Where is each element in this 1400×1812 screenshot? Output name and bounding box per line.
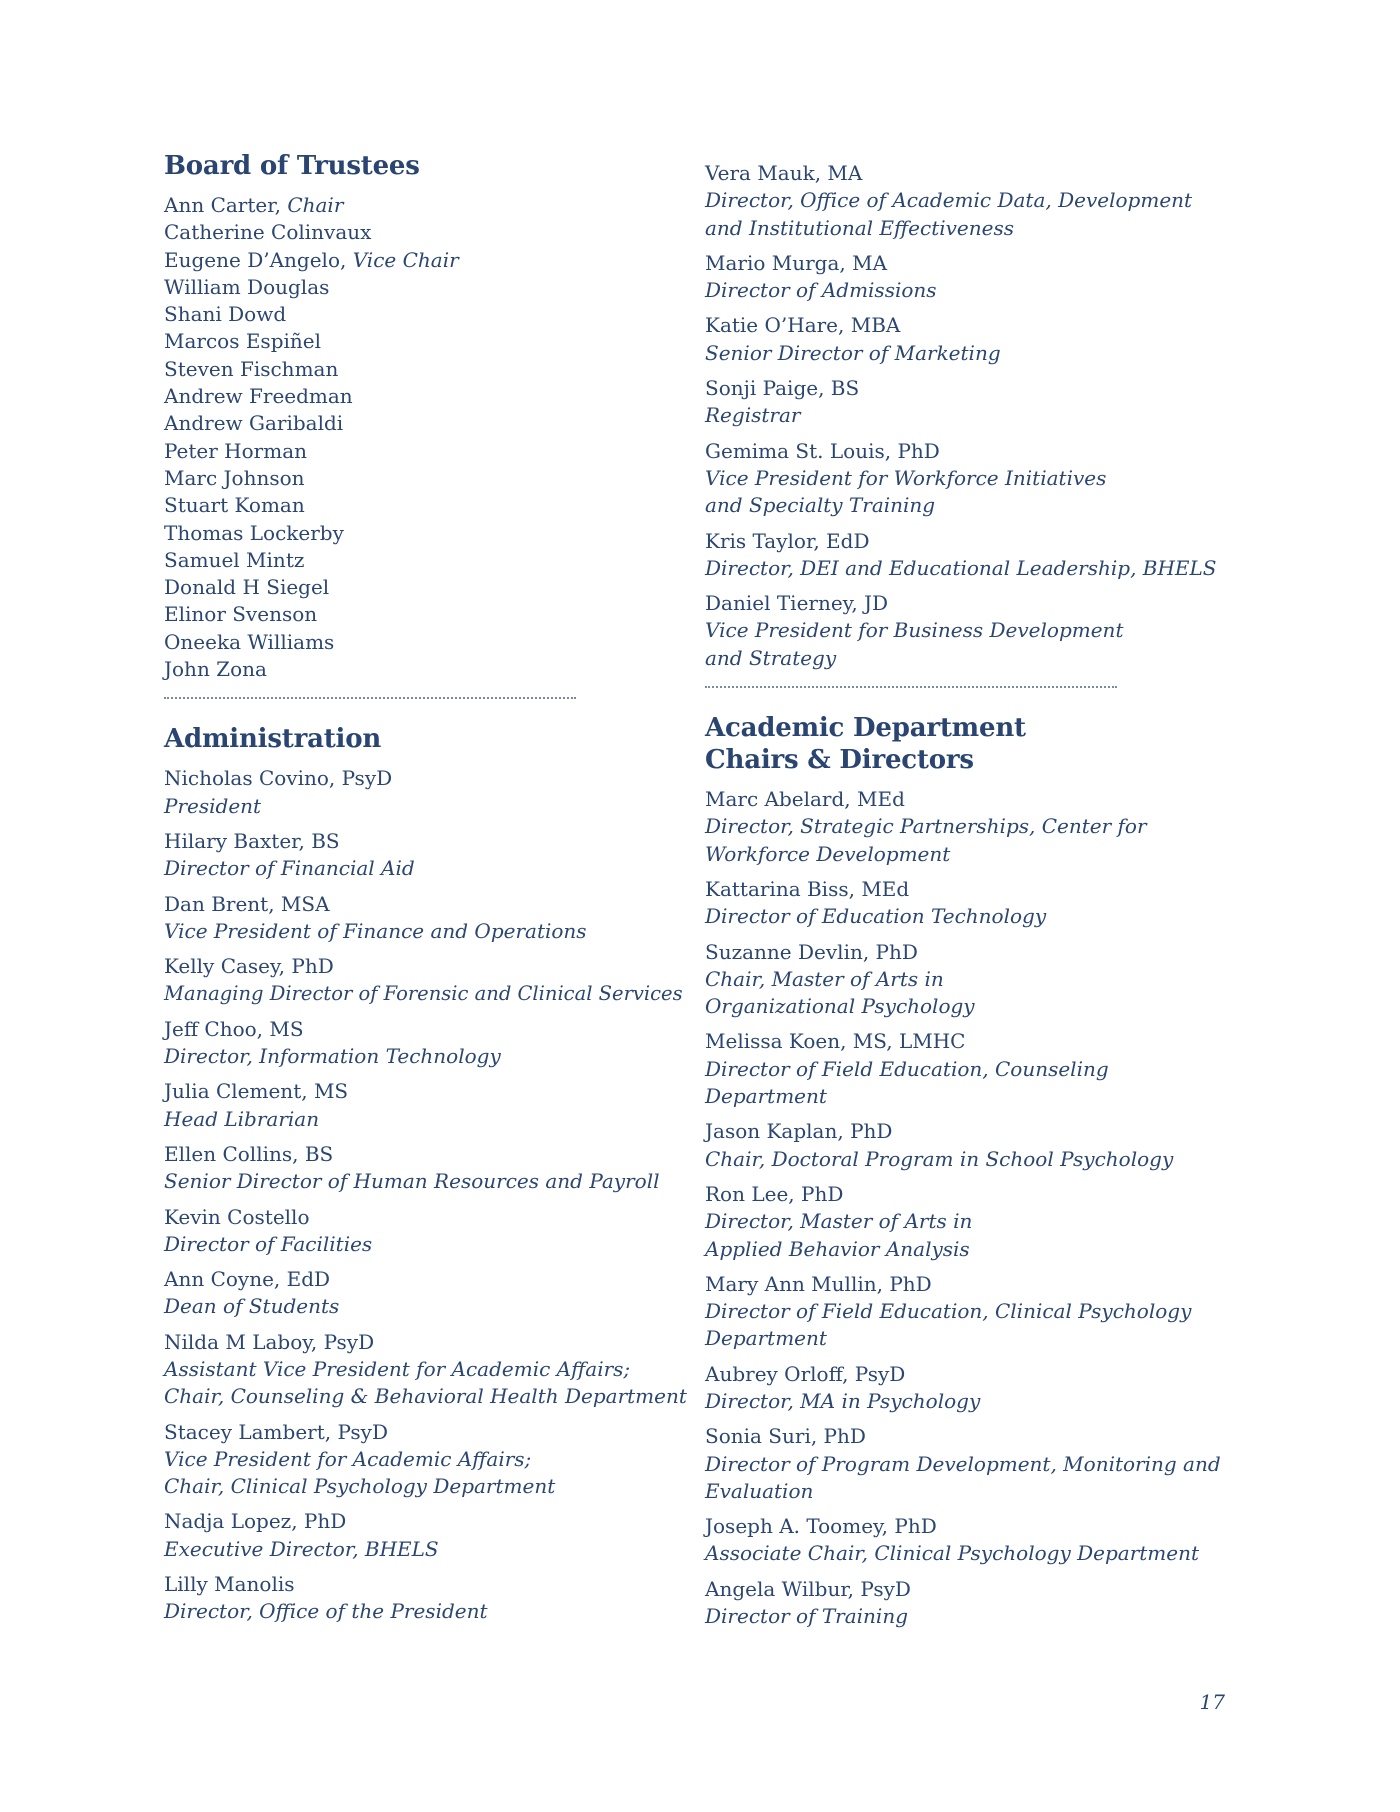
admin-person (164, 1571, 694, 1626)
academic-list (705, 786, 1265, 1630)
academic-person (705, 1271, 1265, 1353)
trustee-item (164, 247, 694, 274)
trustee-name: Stuart Koman (164, 493, 305, 518)
academic-person (705, 1361, 1265, 1416)
person-name: Ann Coyne, EdD (164, 1267, 331, 1292)
admin-person (705, 528, 1265, 583)
person-title: Director of Admissions (705, 278, 937, 303)
admin-person (164, 1508, 694, 1563)
admin-person (164, 828, 694, 883)
person-name: Daniel Tierney, JD (705, 591, 889, 616)
page-number: 17 (1199, 1690, 1225, 1714)
person-title: Executive Director, BHELS (164, 1536, 439, 1561)
section-divider (705, 686, 1117, 688)
person-title: Dean of Students (164, 1294, 340, 1319)
person-title: Director of Program Development, Monitoring and Evaluation (705, 1451, 1221, 1503)
trustee-item (164, 274, 694, 301)
person-title: Head Librarian (164, 1106, 320, 1131)
admin-person (164, 765, 694, 820)
academic-heading-line2: Chairs & Directors (705, 745, 974, 776)
person-title: Director of Facilities (164, 1231, 373, 1256)
trustee-name: Samuel Mintz (164, 547, 305, 572)
admin-person (164, 1266, 694, 1321)
person-title: Managing Director of Forensic and Clinical Services (164, 982, 683, 1006)
person-title: Director, Strategic Partnerships, Center for Workforce Development (705, 814, 1147, 866)
trustee-name: Eugene D’Angelo, (164, 247, 353, 272)
person-name: Ron Lee, PhD (705, 1181, 844, 1206)
person-title: Assistant Vice President for Academic Affairs; Chair, Counseling & Behavioral Health Department (164, 1356, 687, 1409)
academic-person (705, 1181, 1265, 1263)
trustee-item (164, 219, 694, 246)
person-title: Director of Field Education, Clinical Psychology Department (705, 1299, 1192, 1351)
person-name: Sonji Paige, BS (705, 376, 860, 401)
person-title: President (164, 793, 262, 818)
person-name: Aubrey Orloff, PsyD (705, 1361, 906, 1386)
trustee-item (164, 629, 694, 656)
academic-chairs-heading (705, 712, 1265, 776)
person-name: Melissa Koen, MS, LMHC (705, 1029, 966, 1054)
person-title: Director, Office of Academic Data, Development and Institutional Effectiveness (705, 188, 1193, 240)
person-name: Katie O’Hare, MBA (705, 313, 901, 338)
academic-person (705, 786, 1265, 868)
person-title: Senior Director of Marketing (705, 340, 1001, 365)
trustee-name: Andrew Freedman (164, 384, 353, 409)
person-name: Mario Murga, MA (705, 250, 888, 275)
trustee-name: Marcos Espiñel (164, 329, 322, 354)
trustee-item (164, 192, 694, 219)
admin-person (705, 375, 1265, 430)
trustee-name: William Douglas (164, 274, 330, 299)
person-title: Senior Director of Human Resources and Payroll (164, 1169, 660, 1194)
admin-person (705, 438, 1265, 520)
trustee-name: Catherine Colinvaux (164, 220, 372, 245)
trustee-item (164, 356, 694, 383)
person-name: Nadja Lopez, PhD (164, 1509, 347, 1534)
trustee-role: Vice Chair (352, 247, 459, 272)
person-name: Suzanne Devlin, PhD (705, 939, 918, 964)
trustee-name: John Zona (164, 657, 267, 682)
person-name: Lilly Manolis (164, 1572, 295, 1597)
academic-person (705, 939, 1265, 1021)
admin-person (705, 250, 1265, 305)
person-title: Director of Education Technology (705, 904, 1047, 929)
admin-person (164, 1204, 694, 1259)
academic-person (705, 1513, 1265, 1568)
academic-person (705, 1423, 1265, 1505)
person-title: Director, Information Technology (164, 1044, 501, 1069)
academic-person (705, 876, 1265, 931)
trustee-item (164, 410, 694, 437)
person-title: Director of Field Education, Counseling Department (705, 1056, 1109, 1109)
person-name: Kevin Costello (164, 1204, 310, 1229)
trustee-name: Shani Dowd (164, 302, 287, 327)
person-name: Kelly Casey, PhD (164, 954, 334, 979)
trustee-item (164, 465, 694, 492)
trustee-name: Elinor Svenson (164, 602, 318, 627)
person-name: Kris Taylor, EdD (705, 528, 870, 553)
admin-person (164, 1016, 694, 1071)
admin-person (164, 891, 694, 946)
person-title: Vice President for Workforce Initiatives and Specialty Training (705, 465, 1107, 518)
trustee-item (164, 492, 694, 519)
person-name: Gemima St. Louis, PhD (705, 438, 940, 463)
left-column (164, 150, 694, 1634)
trustee-name: Oneeka Williams (164, 629, 335, 654)
person-name: Stacey Lambert, PsyD (164, 1419, 388, 1444)
person-title: Vice President for Business Development and Strategy (705, 618, 1124, 670)
right-column (705, 160, 1265, 1638)
admin-person (164, 1329, 694, 1411)
trustee-name: Marc Johnson (164, 465, 305, 490)
section-divider (164, 697, 576, 699)
person-name: Dan Brent, MSA (164, 891, 330, 916)
person-title: Director, Master of Arts in Applied Behavior Analysis (705, 1209, 973, 1261)
trustee-item (164, 328, 694, 355)
academic-person (705, 1576, 1265, 1631)
trustee-name: Ann Carter, (164, 193, 288, 217)
person-title: Director, MA in Psychology (705, 1388, 981, 1413)
person-title: Chair, Doctoral Program in School Psychology (705, 1146, 1174, 1171)
person-name: Jason Kaplan, PhD (705, 1119, 893, 1144)
person-name: Julia Clement, MS (164, 1079, 349, 1104)
person-name: Mary Ann Mullin, PhD (705, 1271, 932, 1296)
person-name: Sonia Suri, PhD (705, 1424, 866, 1449)
person-name: Nicholas Covino, PsyD (164, 766, 393, 791)
person-title: Chair, Master of Arts in Organizational Psychology (705, 966, 975, 1019)
person-name: Vera Mauk, MA (705, 161, 863, 185)
person-name: Jeff Choo, MS (164, 1016, 304, 1041)
academic-person (705, 1118, 1265, 1173)
trustee-item (164, 301, 694, 328)
trustee-name: Steven Fischman (164, 356, 339, 381)
person-title: Director of Financial Aid (164, 856, 415, 881)
person-title: Registrar (705, 403, 801, 428)
person-name: Hilary Baxter, BS (164, 828, 340, 853)
trustee-item (164, 438, 694, 465)
admin-person (164, 1419, 694, 1501)
person-name: Kattarina Biss, MEd (705, 876, 910, 901)
trustee-name: Donald H Siegel (164, 575, 330, 600)
trustee-name: Andrew Garibaldi (164, 411, 344, 436)
person-name: Joseph A. Toomey, PhD (705, 1514, 937, 1539)
person-name: Ellen Collins, BS (164, 1141, 334, 1166)
person-title: Director, DEI and Educational Leadership, BHELS (705, 555, 1217, 580)
board-of-trustees-heading: Board of Trustees (164, 151, 420, 181)
admin-person (705, 590, 1265, 672)
trustee-item (164, 574, 694, 601)
person-name: Angela Wilbur, PsyD (705, 1576, 911, 1601)
person-title: Vice President for Academic Affairs; Chair, Clinical Psychology Department (164, 1446, 556, 1499)
trustee-name: Thomas Lockerby (164, 520, 344, 545)
trustee-item (164, 656, 694, 683)
academic-person (705, 1028, 1265, 1110)
person-name: Marc Abelard, MEd (705, 787, 905, 812)
admin-person (164, 1078, 694, 1133)
person-title: Director of Training (705, 1604, 909, 1629)
trustee-name: Peter Horman (164, 438, 307, 463)
trustee-item (164, 601, 694, 628)
admin-person (705, 312, 1265, 367)
admin-person (705, 160, 1265, 242)
person-title: Associate Chair, Clinical Psychology Department (705, 1541, 1200, 1566)
trustee-list (164, 192, 694, 683)
admin-person (164, 1141, 694, 1196)
person-title: Director, Office of the President (164, 1599, 488, 1624)
person-name: Nilda M Laboy, PsyD (164, 1329, 375, 1354)
trustee-item (164, 547, 694, 574)
administration-list (164, 765, 694, 1625)
admin-person (164, 953, 694, 1008)
person-title: Vice President of Finance and Operations (164, 918, 587, 943)
trustee-role: Chair (287, 193, 344, 217)
trustee-item (164, 520, 694, 547)
trustee-item (164, 383, 694, 410)
administration-heading: Administration (164, 724, 382, 755)
administration-list-continued (705, 160, 1265, 672)
academic-heading-line1: Academic Department (705, 713, 1026, 744)
